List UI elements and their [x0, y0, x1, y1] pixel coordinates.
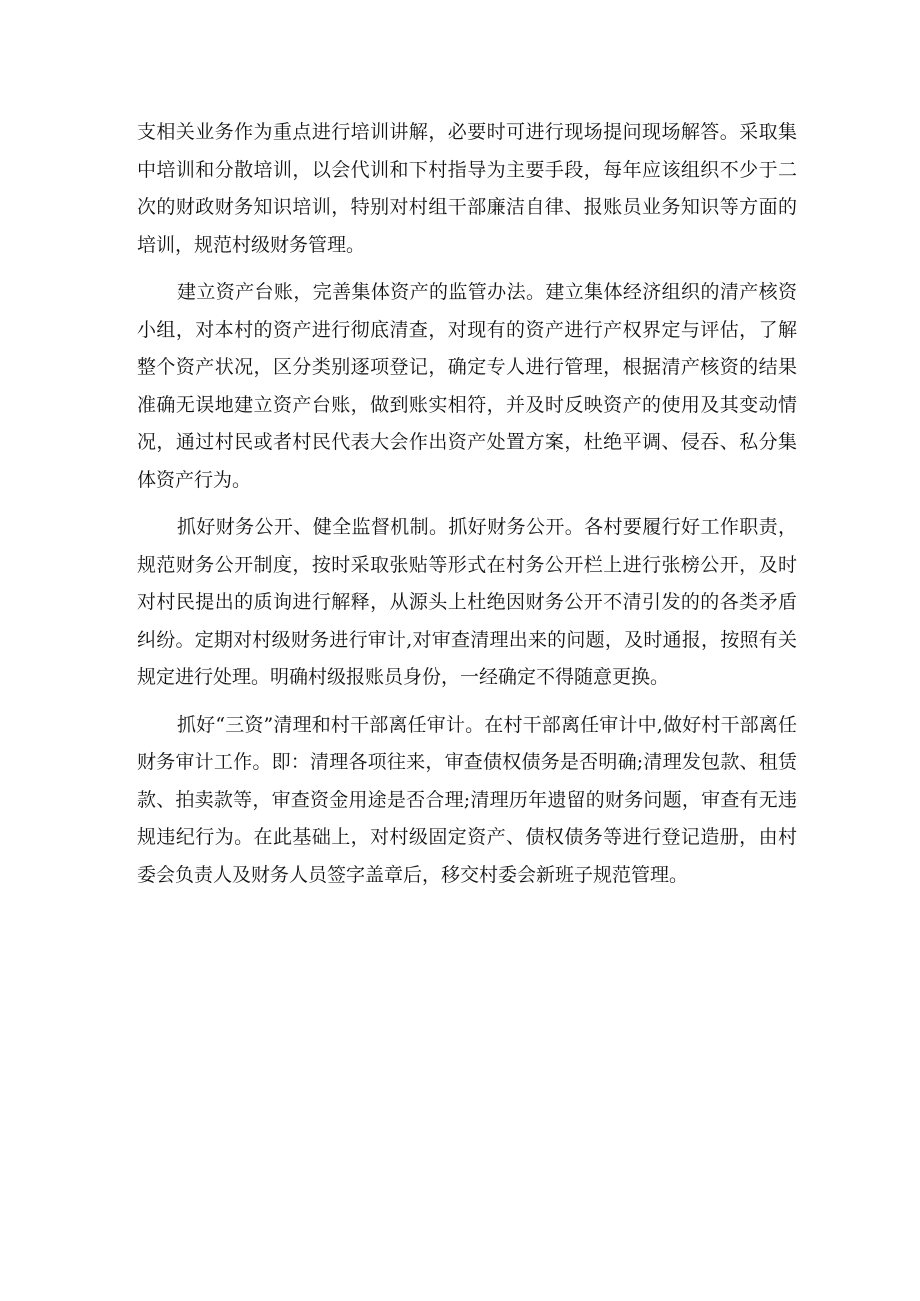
paragraph-4: 抓好“三资”清理和村干部离任审计。在村干部离任审计中,做好村干部离任财务审计工作。即：清理各项往来，审查债权债务是否明确;清理发包款、租赁款、拍卖款等，审查资金用途是否合理;清理历年遗留的财务问题，审查有无违规违纪行为。在此基础上，对村级固定资产、债权债务等进行登记造册，由村委会负责人及财务人员签字盖章后，移交村委会新班子规范管理。: [137, 713, 797, 886]
document-body: [137, 114, 797, 904]
paragraph-1: 支相关业务作为重点进行培训讲解，必要时可进行现场提问现场解答。采取集中培训和分散培训，以会代训和下村指导为主要手段，每年应该组织不少于二次的财政财务知识培训，特别对村组干部廉洁自律、报账员业务知识等方面的培训，规范村级财务管理。: [137, 121, 797, 256]
paragraph-3: 抓好财务公开、健全监督机制。抓好财务公开。各村要履行好工作职责，规范财务公开制度，按时采取张贴等形式在村务公开栏上进行张榜公开，及时对村民提出的质询进行解释，从源头上杜绝因财务公开不清引发的的各类矛盾纠纷。定期对村级财务进行审计,对审查清理出来的问题，及时通报，按照有关规定进行处理。明确村级报账员身份，一经确定不得随意更换。: [137, 516, 797, 688]
paragraph-2: 建立资产台账，完善集体资产的监管办法。建立集体经济组织的清产核资小组，对本村的资产进行彻底清查，对现有的资产进行产权界定与评估，了解整个资产状况，区分类别逐项登记，确定专人进行管理，根据清产核资的结果准确无误地建立资产台账，做到账实相符，并及时反映资产的使用及其变动情况，通过村民或者村民代表大会作出资产处置方案，杜绝平调、侵吞、私分集体资产行为。: [137, 281, 797, 491]
